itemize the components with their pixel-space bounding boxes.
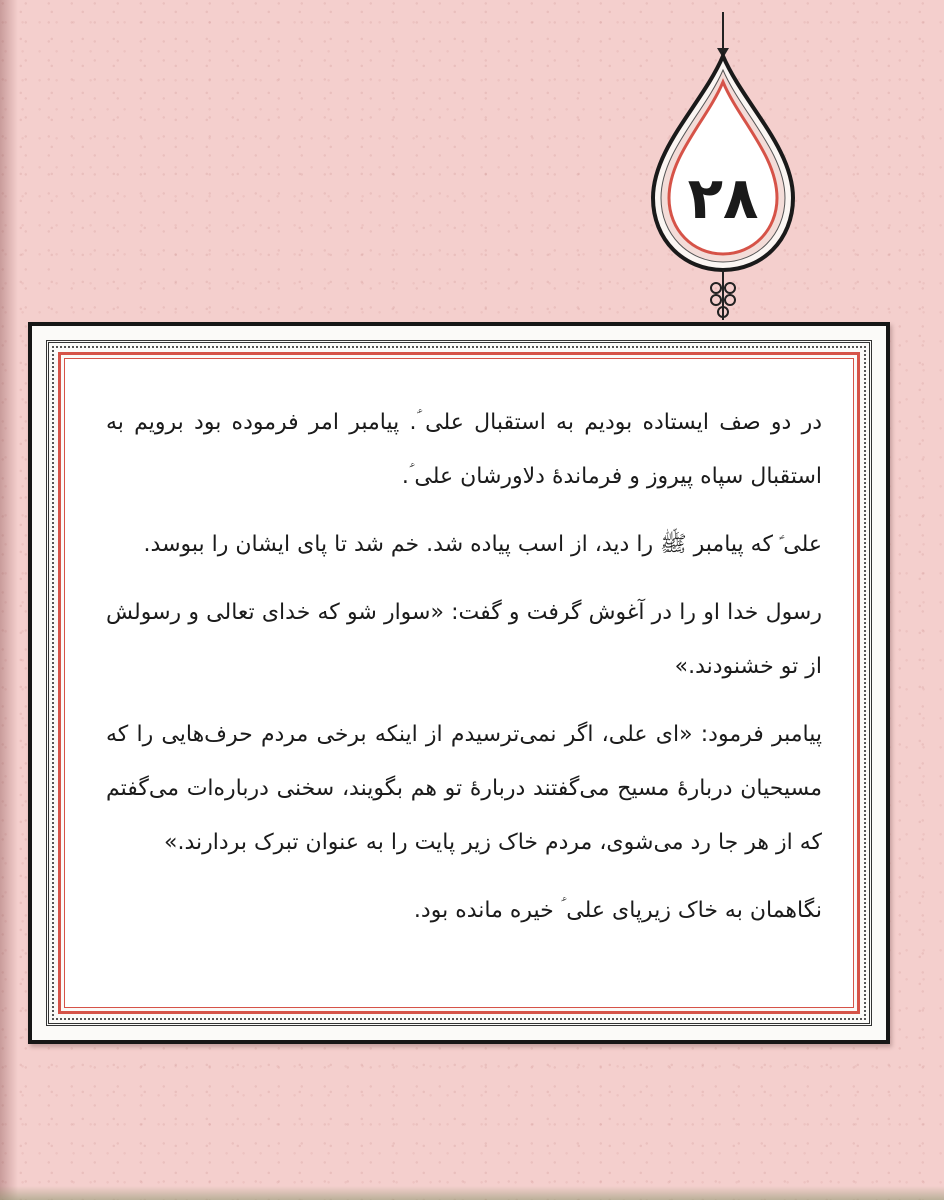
story-paragraph: نگاهمان به خاک زیرپای علی ؑ خیره مانده بود. [413, 898, 822, 923]
page-number: ۲۸ [687, 164, 759, 232]
text-frame [28, 322, 890, 1044]
story-paragraph: رسول خدا او را در آغوش گرفت و گفت: «سوار شو که خدای تعالی و رسولش از تو خشنودند.» [106, 600, 822, 679]
page-binding-shadow [0, 0, 18, 1200]
story-paragraph: علی ؑ که پیامبر ﷺ را دید، از اسب پیاده شد. خم شد تا پای ایشان را ببوسد. [143, 532, 822, 557]
page-bottom-edge [0, 1186, 944, 1200]
story-text [106, 396, 822, 938]
story-paragraph: پیامبر فرمود: «ای علی، اگر نمی‌ترسیدم از اینکه برخی مردم حرف‌هایی را که مسیحیان دربارهٔ مسیح می‌گفتند دربارهٔ تو هم بگویند، سخنی درباره‌ات می‌گفتم که از هر جا رد می‌شوی، مردم خاک زیر پایت را به عنوان تبرک بردارند.» [106, 722, 822, 855]
story-paragraph: در دو صف ایستاده بودیم به استقبال علی ؑ. پیامبر امر فرموده بود برویم به استقبال سپاه پیروز و فرماندهٔ دلاورشان علی ؑ. [106, 410, 822, 489]
